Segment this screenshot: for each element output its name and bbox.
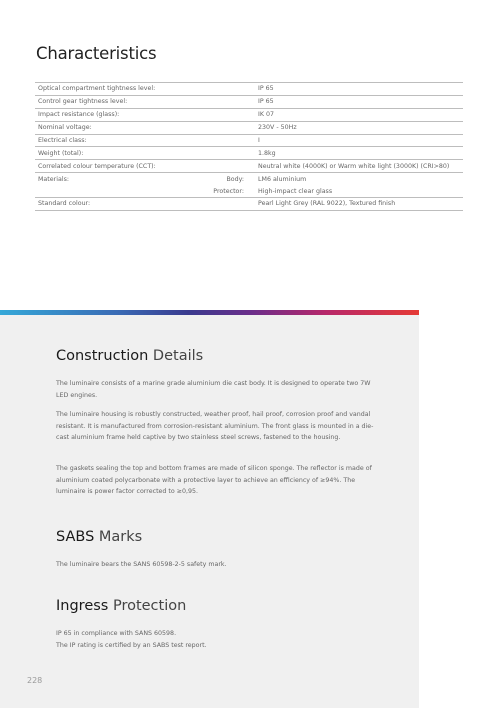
spec-value: 1.8kg bbox=[247, 147, 463, 160]
spec-row-standard-colour bbox=[35, 198, 463, 211]
ingress-heading-bold: Ingress bbox=[56, 598, 109, 614]
spec-label: Control gear tightness level: bbox=[35, 95, 247, 108]
construction-paragraph-3: The gaskets sealing the top and bottom frames are made of silicon sponge. The reflector is made of aluminium coated polycarbonate with a protective layer to achieve an efficiency of ≥94%. The luminaire is power factor corrected to ≥0,95. bbox=[56, 465, 372, 495]
construction-heading-bold: Construction bbox=[56, 348, 149, 364]
sabs-paragraph: The luminaire bears the SANS 60598-2-5 safety mark. bbox=[56, 561, 227, 568]
spec-value: 230V - 50Hz bbox=[247, 121, 463, 134]
spec-row bbox=[35, 160, 463, 173]
spec-label: Impact resistance (glass): bbox=[35, 108, 247, 121]
spec-row bbox=[35, 95, 463, 108]
materials-body-label: Body: bbox=[226, 175, 244, 183]
ingress-heading-rest: Protection bbox=[108, 598, 187, 614]
spec-label: Electrical class: bbox=[35, 134, 247, 147]
spec-value: IK 07 bbox=[247, 108, 463, 121]
ingress-heading bbox=[56, 598, 186, 614]
spec-row-materials-body bbox=[35, 173, 463, 185]
spec-row bbox=[35, 121, 463, 134]
ingress-paragraph bbox=[56, 628, 376, 651]
spec-row bbox=[35, 134, 463, 147]
standard-colour-value: Pearl Light Grey (RAL 9022), Textured finish bbox=[247, 198, 463, 211]
spec-value: IP 65 bbox=[247, 83, 463, 96]
spec-value: Neutral white (4000K) or Warm white light (3000K) (CRI>80) bbox=[247, 160, 463, 173]
ingress-line-2: The IP rating is certified by an SABS test report. bbox=[56, 641, 207, 649]
ingress-line-1: IP 65 in compliance with SANS 60598. bbox=[56, 630, 177, 637]
materials-label: Materials: bbox=[38, 175, 69, 183]
materials-body-value: LM6 aluminium bbox=[258, 175, 307, 183]
spec-label: Correlated colour temperature (CCT): bbox=[35, 160, 247, 173]
spec-row-materials-protector bbox=[35, 185, 463, 197]
spec-value: I bbox=[247, 134, 463, 147]
page-title: Characteristics bbox=[36, 44, 157, 63]
spec-row bbox=[35, 83, 463, 96]
construction-paragraph-2: The luminaire housing is robustly constructed, weather proof, hail proof, corrosion proof and vandal resistant. It is manufactured from corrosion-resistant aluminium. The front glass is mounted in a die-cast aluminium frame held captive by two stainless steel screws, fastened to the housing. bbox=[56, 411, 374, 441]
materials-protector-value: High-impact clear glass bbox=[247, 185, 463, 197]
construction-paragraph-1: The luminaire consists of a marine grade aluminium die cast body. It is designed to operate two 7W LED engines. bbox=[56, 380, 371, 399]
construction-heading-rest: Details bbox=[148, 348, 204, 364]
spec-label: Nominal voltage: bbox=[35, 121, 247, 134]
spec-row bbox=[35, 108, 463, 121]
spec-value: IP 65 bbox=[247, 95, 463, 108]
page-number: 228 bbox=[27, 676, 43, 685]
spec-row bbox=[35, 147, 463, 160]
spec-label: Optical compartment tightness level: bbox=[35, 83, 247, 96]
materials-label-spacer bbox=[35, 185, 171, 197]
characteristics-table bbox=[35, 82, 463, 211]
standard-colour-label: Standard colour: bbox=[35, 198, 247, 211]
sabs-heading bbox=[56, 529, 142, 545]
materials-protector-label: Protector: bbox=[171, 185, 247, 197]
sabs-heading-bold: SABS bbox=[56, 529, 95, 545]
sabs-heading-rest: Marks bbox=[94, 529, 143, 545]
spec-label: Weight (total): bbox=[35, 147, 247, 160]
construction-heading bbox=[56, 348, 203, 364]
